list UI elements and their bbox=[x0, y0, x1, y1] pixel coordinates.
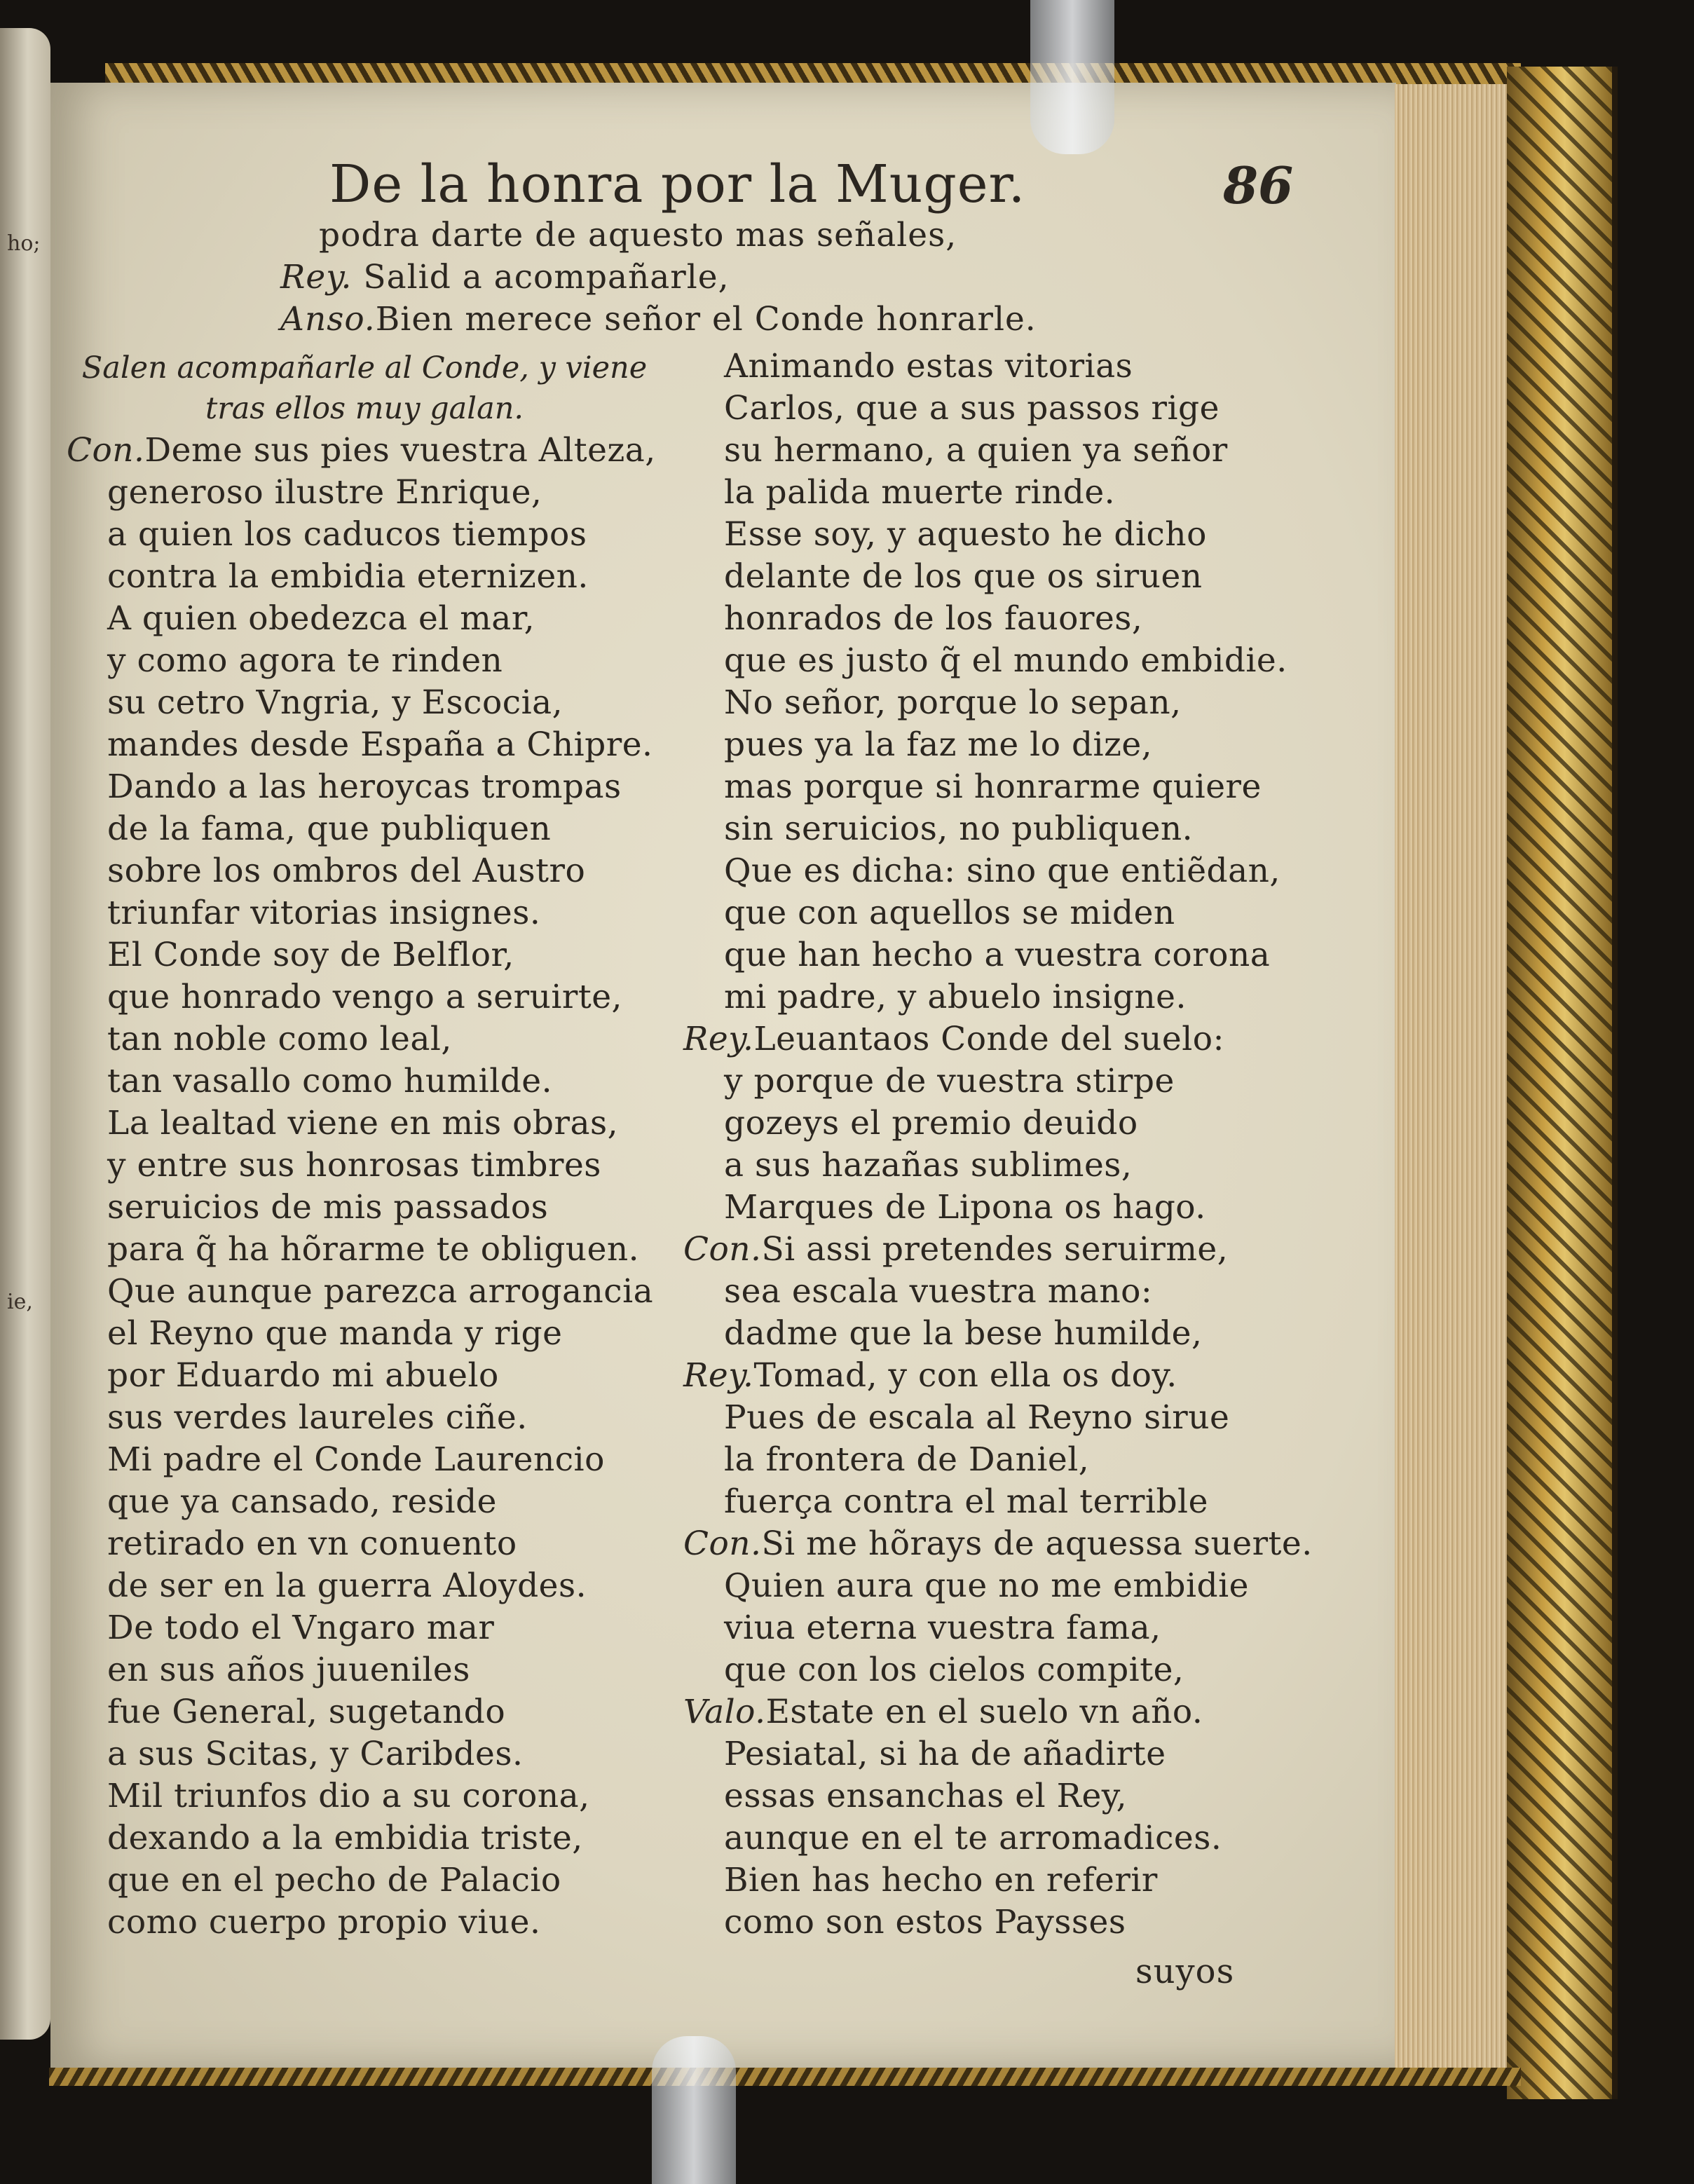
verse-line bbox=[67, 1145, 656, 1187]
verse-line bbox=[683, 1187, 1313, 1229]
verse-line bbox=[683, 766, 1313, 808]
verse-line bbox=[683, 598, 1313, 640]
verse-text: de la fama, que publiquen bbox=[107, 810, 552, 848]
verse-text: la palida muerte rinde. bbox=[724, 473, 1116, 512]
verse-text: y como agora te rinden bbox=[107, 641, 503, 680]
verse-text: tan vasallo como humilde. bbox=[107, 1062, 553, 1100]
verse-text: Pesiatal, si ha de añadirte bbox=[724, 1735, 1166, 1773]
verse-text: El Conde soy de Belflor, bbox=[107, 936, 514, 974]
verse-text: que en el pecho de Palacio bbox=[107, 1861, 561, 1899]
stage-direction: Salen acompañarle al Conde, y viene tras ellos muy galan. bbox=[81, 350, 648, 426]
verse-line bbox=[683, 1733, 1313, 1775]
verse-line bbox=[683, 1103, 1313, 1145]
verse-text: retirado en vn conuento bbox=[107, 1524, 517, 1563]
verse-text: su cetro Vngria, y Escocia, bbox=[107, 683, 563, 722]
page-clip-top bbox=[1030, 0, 1114, 154]
verse-text: sus verdes laureles ciñe. bbox=[107, 1398, 528, 1437]
verse-line bbox=[683, 1565, 1313, 1607]
verse-text: Leuantaos Conde del suelo: bbox=[753, 1020, 1224, 1058]
verse-line bbox=[67, 1902, 656, 1944]
verse-text: Carlos, que a sus passos rige bbox=[724, 389, 1220, 428]
verse-line bbox=[67, 472, 656, 514]
verse-text: por Eduardo mi abuelo bbox=[107, 1356, 499, 1395]
verse-text: No señor, porque lo sepan, bbox=[724, 683, 1182, 722]
verse-line bbox=[683, 1817, 1313, 1859]
verse-text: gozeys el premio deuido bbox=[724, 1104, 1138, 1142]
verse-text: Animando estas vitorias bbox=[724, 347, 1133, 385]
previous-page-edge bbox=[0, 28, 50, 2040]
verse-line bbox=[67, 1229, 656, 1271]
verse-line bbox=[67, 1187, 656, 1229]
verse-text: Que es dicha: sino que entiẽdan, bbox=[724, 852, 1280, 890]
verse-line bbox=[683, 1060, 1313, 1103]
verse-text: mi padre, y abuelo insigne. bbox=[724, 978, 1187, 1016]
verse-line bbox=[683, 1481, 1313, 1523]
verse-line bbox=[683, 1145, 1313, 1187]
verse-text: dexando a la embidia triste, bbox=[107, 1819, 583, 1857]
page-clip-bottom bbox=[652, 2036, 736, 2184]
verse-line bbox=[683, 1523, 1313, 1565]
verse-text: Esse soy, y aquesto he dicho bbox=[724, 515, 1207, 554]
page-number: 86 bbox=[1223, 156, 1294, 215]
verse-line bbox=[683, 388, 1313, 430]
verse-line bbox=[683, 1691, 1313, 1733]
verse-text: seruicios de mis passados bbox=[107, 1188, 549, 1227]
verse-line bbox=[683, 1439, 1313, 1481]
speaker-label: Anso. bbox=[280, 300, 376, 339]
verse-line bbox=[67, 1397, 656, 1439]
verse-line bbox=[683, 556, 1313, 598]
verse-line bbox=[67, 640, 656, 682]
verse-line bbox=[683, 472, 1313, 514]
verse-line bbox=[67, 892, 656, 934]
verse-text: a quien los caducos tiempos bbox=[107, 515, 587, 554]
verse-line bbox=[683, 346, 1313, 388]
verse-line bbox=[67, 850, 656, 892]
intro-line: Anso.Bien merece señor el Conde honrarle. bbox=[280, 300, 1037, 339]
verse-text: A quien obedezca el mar, bbox=[107, 599, 535, 638]
verse-text: fuerça contra el mal terrible bbox=[724, 1482, 1208, 1521]
catchword: suyos bbox=[1135, 1952, 1235, 1991]
verse-text: Pues de escala al Reyno sirue bbox=[724, 1398, 1230, 1437]
verse-line bbox=[683, 1859, 1313, 1902]
prev-page-mark: ie, bbox=[7, 1290, 33, 1314]
verse-line bbox=[67, 766, 656, 808]
intro-line: Rey. Salid a acompañarle, bbox=[280, 258, 730, 296]
verse-line bbox=[683, 1775, 1313, 1817]
verse-line bbox=[683, 430, 1313, 472]
verse-line bbox=[683, 892, 1313, 934]
left-verse-column bbox=[67, 430, 656, 1944]
verse-line bbox=[67, 1733, 656, 1775]
verse-text: Bien has hecho en referir bbox=[724, 1861, 1158, 1899]
verse-line bbox=[683, 808, 1313, 850]
right-verse-column bbox=[683, 346, 1313, 1944]
verse-text: mas porque si honrarme quiere bbox=[724, 767, 1262, 806]
verse-text: que ya cansado, reside bbox=[107, 1482, 497, 1521]
verse-text: tan noble como leal, bbox=[107, 1020, 452, 1058]
verse-text: y entre sus honrosas timbres bbox=[107, 1146, 601, 1185]
speaker-label: Rey. bbox=[683, 1020, 754, 1058]
speaker-label: Con. bbox=[683, 1230, 762, 1269]
verse-text: delante de los que os siruen bbox=[724, 557, 1203, 596]
verse-text: Marques de Lipona os hago. bbox=[724, 1188, 1206, 1227]
running-title: De la honra por la Muger. bbox=[329, 154, 1026, 214]
gilt-edge-bottom bbox=[49, 2068, 1521, 2086]
verse-line bbox=[67, 1355, 656, 1397]
verse-text: en sus años juueniles bbox=[107, 1651, 470, 1689]
verse-line bbox=[67, 1523, 656, 1565]
verse-line bbox=[67, 514, 656, 556]
verse-line bbox=[67, 934, 656, 976]
verse-text: sin seruicios, no publiquen. bbox=[724, 810, 1194, 848]
verse-text: Estate en el suelo vn año. bbox=[765, 1693, 1203, 1731]
verse-line bbox=[67, 598, 656, 640]
verse-line bbox=[683, 850, 1313, 892]
verse-text: que con aquellos se miden bbox=[724, 894, 1175, 932]
verse-line bbox=[683, 1018, 1313, 1060]
verse-text: para q̃ ha hõrarme te obliguen. bbox=[107, 1230, 640, 1269]
gilt-edge-top bbox=[105, 63, 1521, 84]
verse-text: La lealtad viene en mis obras, bbox=[107, 1104, 619, 1142]
verse-text: Si assi pretendes seruirme, bbox=[761, 1230, 1229, 1269]
verse-text: su hermano, a quien ya señor bbox=[724, 431, 1228, 470]
verse-text: De todo el Vngaro mar bbox=[107, 1609, 495, 1647]
verse-text: Deme sus pies vuestra Alteza, bbox=[144, 431, 656, 470]
verse-text: dadme que la bese humilde, bbox=[724, 1314, 1203, 1353]
verse-line bbox=[67, 1775, 656, 1817]
verse-text: Tomad, y con ella os doy. bbox=[753, 1356, 1177, 1395]
verse-text: pues ya la faz me lo dize, bbox=[724, 725, 1153, 764]
verse-text: como cuerpo propio viue. bbox=[107, 1903, 541, 1941]
verse-text: Mi padre el Conde Laurencio bbox=[107, 1440, 605, 1479]
verse-line bbox=[67, 724, 656, 766]
verse-line bbox=[683, 1355, 1313, 1397]
verse-text: de ser en la guerra Aloydes. bbox=[107, 1567, 587, 1605]
verse-text: mandes desde España a Chipre. bbox=[107, 725, 653, 764]
verse-line bbox=[67, 1649, 656, 1691]
verse-line bbox=[67, 976, 656, 1018]
verse-line bbox=[67, 556, 656, 598]
verse-text: Quien aura que no me embidie bbox=[724, 1567, 1249, 1605]
verse-line bbox=[683, 640, 1313, 682]
verse-line bbox=[67, 1271, 656, 1313]
page-block-edge bbox=[1395, 84, 1507, 2075]
verse-line bbox=[683, 514, 1313, 556]
speaker-label: Rey. bbox=[683, 1356, 754, 1395]
verse-line bbox=[67, 1817, 656, 1859]
verse-line bbox=[683, 682, 1313, 724]
verse-text: triunfar vitorias insignes. bbox=[107, 894, 541, 932]
verse-line bbox=[67, 1313, 656, 1355]
verse-text: que con los cielos compite, bbox=[724, 1651, 1184, 1689]
speaker-label: Valo. bbox=[683, 1693, 766, 1731]
verse-text: Si me hõrays de aquessa suerte. bbox=[761, 1524, 1313, 1563]
verse-line bbox=[67, 682, 656, 724]
verse-line bbox=[683, 934, 1313, 976]
verse-text: essas ensanchas el Rey, bbox=[724, 1777, 1128, 1815]
verse-text: Mil triunfos dio a su corona, bbox=[107, 1777, 590, 1815]
verse-text: el Reyno que manda y rige bbox=[107, 1314, 563, 1353]
verse-line bbox=[683, 1397, 1313, 1439]
verse-line bbox=[683, 724, 1313, 766]
verse-line bbox=[683, 1607, 1313, 1649]
verse-line bbox=[683, 1229, 1313, 1271]
verse-line bbox=[67, 1481, 656, 1523]
verse-text: que es justo q̃ el mundo embidie. bbox=[724, 641, 1287, 680]
verse-text: Dando a las heroycas trompas bbox=[107, 767, 622, 806]
verse-text: a sus Scitas, y Caribdes. bbox=[107, 1735, 524, 1773]
verse-line bbox=[67, 1103, 656, 1145]
verse-line bbox=[67, 808, 656, 850]
verse-text: que han hecho a vuestra corona bbox=[724, 936, 1271, 974]
verse-line bbox=[683, 1649, 1313, 1691]
speaker-label: Con. bbox=[67, 431, 145, 470]
verse-text: viua eterna vuestra fama, bbox=[724, 1609, 1161, 1647]
verse-line bbox=[67, 1691, 656, 1733]
verse-text: como son estos Paysses bbox=[724, 1903, 1126, 1941]
prev-page-mark: ho; bbox=[7, 231, 41, 256]
verse-line bbox=[67, 1607, 656, 1649]
verse-text: generoso ilustre Enrique, bbox=[107, 473, 542, 512]
verse-text: contra la embidia eternizen. bbox=[107, 557, 589, 596]
gilt-cover-edge bbox=[1507, 67, 1618, 2099]
verse-line bbox=[683, 976, 1313, 1018]
verse-line bbox=[683, 1313, 1313, 1355]
verse-text: Que aunque parezca arrogancia bbox=[107, 1272, 654, 1311]
verse-text: aunque en el te arromadices. bbox=[724, 1819, 1222, 1857]
speaker-label: Con. bbox=[683, 1524, 762, 1563]
verse-text: y porque de vuestra stirpe bbox=[724, 1062, 1175, 1100]
verse-text: a sus hazañas sublimes, bbox=[724, 1146, 1133, 1185]
verse-text: que honrado vengo a seruirte, bbox=[107, 978, 622, 1016]
verse-text: sea escala vuestra mano: bbox=[724, 1272, 1153, 1311]
verse-line bbox=[67, 1859, 656, 1902]
verse-line bbox=[67, 430, 656, 472]
verse-text: honrados de los fauores, bbox=[724, 599, 1143, 638]
verse-line bbox=[67, 1018, 656, 1060]
verse-line bbox=[683, 1902, 1313, 1944]
speaker-label: Rey. bbox=[280, 258, 353, 296]
verse-line bbox=[67, 1439, 656, 1481]
intro-line: podra darte de aquesto mas señales, bbox=[319, 216, 957, 254]
verse-line bbox=[67, 1060, 656, 1103]
verse-text: sobre los ombros del Austro bbox=[107, 852, 586, 890]
verse-text: la frontera de Daniel, bbox=[724, 1440, 1090, 1479]
verse-line bbox=[67, 1565, 656, 1607]
verse-line bbox=[683, 1271, 1313, 1313]
verse-text: fue General, sugetando bbox=[107, 1693, 506, 1731]
